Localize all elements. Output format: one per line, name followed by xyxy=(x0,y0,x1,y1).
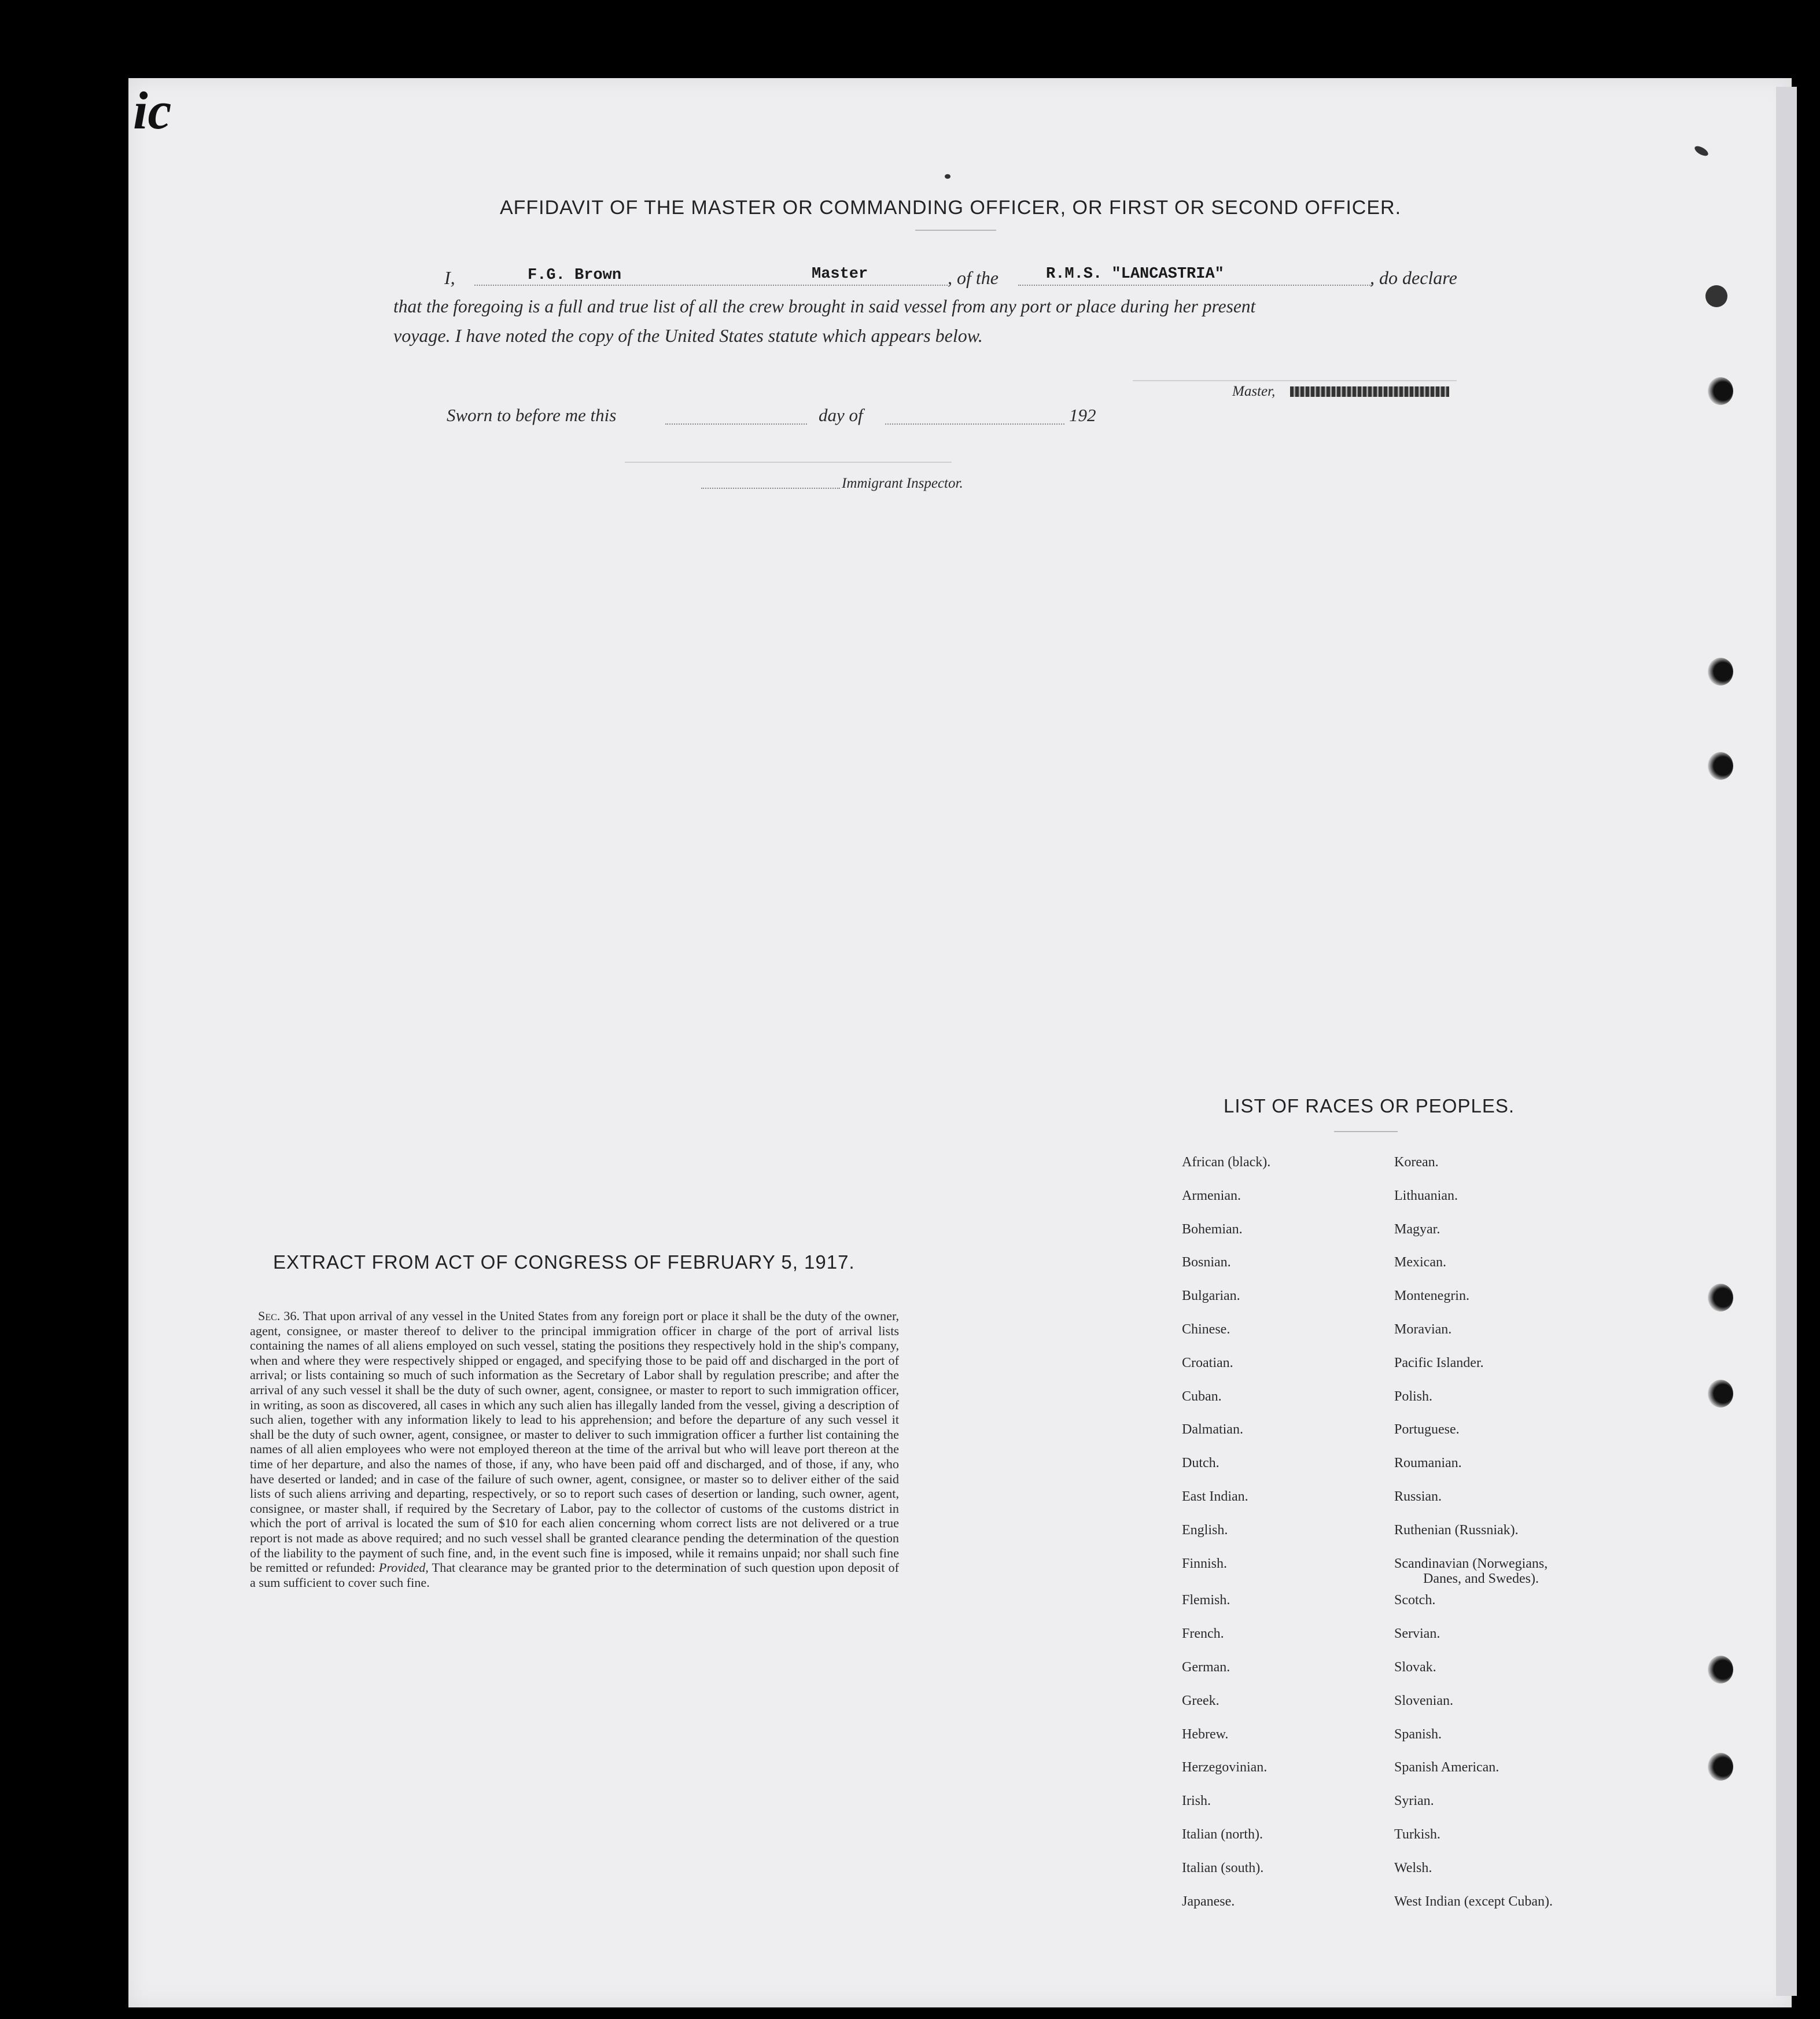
sworn-month-line xyxy=(885,423,1064,425)
title-rule xyxy=(915,230,996,231)
act-text-end: That clearance may be granted prior to the determination of such question upon deposit of a sum sufficient to cover such fine. xyxy=(250,1560,899,1590)
signature-rule xyxy=(1133,380,1457,381)
race-item: Hebrew. xyxy=(1182,1726,1229,1742)
race-item: Croatian. xyxy=(1182,1355,1233,1370)
binding-hole xyxy=(1708,1380,1733,1408)
race-item: East Indian. xyxy=(1182,1489,1248,1504)
race-item: Turkish. xyxy=(1394,1827,1440,1842)
affidavit-line-3: voyage. I have noted the copy of the United States statute which appears below. xyxy=(393,325,983,346)
ink-mark xyxy=(1705,285,1727,307)
race-item: Scotch. xyxy=(1394,1593,1436,1608)
race-item: Portuguese. xyxy=(1394,1422,1460,1438)
races-title-rule xyxy=(1334,1131,1398,1132)
race-item: German. xyxy=(1182,1660,1230,1675)
inspector-label: Immigrant Inspector. xyxy=(842,476,963,491)
master-label: Master, xyxy=(1232,384,1276,399)
race-item: Polish. xyxy=(1394,1388,1433,1404)
binding-hole xyxy=(1708,752,1733,780)
binding-hole xyxy=(1708,1656,1733,1683)
race-item: Irish. xyxy=(1182,1793,1211,1809)
race-item: Welsh. xyxy=(1394,1860,1432,1876)
inspector-signature-rule xyxy=(625,462,952,463)
race-item: Russian. xyxy=(1394,1489,1442,1504)
race-item: Scandinavian (Norwegians, xyxy=(1394,1556,1548,1571)
race-item: Greek. xyxy=(1182,1693,1220,1708)
name-line xyxy=(474,285,948,286)
race-item: Moravian. xyxy=(1394,1322,1452,1337)
act-title: EXTRACT FROM ACT OF CONGRESS OF FEBRUARY 5, 1917. xyxy=(273,1251,855,1273)
affidavit-title: AFFIDAVIT OF THE MASTER OR COMMANDING OFFICER, OR FIRST OR SECOND OFFICER. xyxy=(499,197,1402,219)
binding-hole xyxy=(1708,377,1733,405)
race-item: Pacific Islander. xyxy=(1394,1355,1484,1370)
race-item: Montenegrin. xyxy=(1394,1288,1469,1304)
do-declare-label: , do declare xyxy=(1370,267,1457,288)
race-item: Spanish. xyxy=(1394,1726,1442,1742)
race-item: African (black). xyxy=(1182,1155,1271,1170)
binding-hole xyxy=(1708,1753,1733,1781)
race-item: Bulgarian. xyxy=(1182,1288,1240,1304)
race-item: Danes, and Swedes). xyxy=(1423,1571,1539,1586)
race-item: Armenian. xyxy=(1182,1188,1241,1203)
race-item: Servian. xyxy=(1394,1626,1440,1642)
race-item: Slovenian. xyxy=(1394,1693,1453,1708)
handwritten-corner-mark: ic xyxy=(133,81,172,140)
rank-field: Master xyxy=(812,266,868,283)
sworn-day-line xyxy=(665,423,807,425)
act-text-main: That upon arrival of any vessel in the United States from any foreign port or place it shall be the duty of the owner, agent, consignee, or master thereof to deliver to the principal immigration officer in charge of the port of arrival lists containing the names of all aliens employed on such vessel, stating the positions they respectively hold in the ship's company, when and where they were respectively shipped or engaged, and specifying those to be paid off and discharged in the port of arrival; or lists containing so much of such information as the Secretary of Labor shall by regulation prescribe; and after the arrival of any such vessel it shall be the duty of such owner, agent, consignee, or master to report to such immigration officer, in writing, as soon as discovered, all cases in which any such alien has illegally landed from the vessel, giving a description of such alien, together with any information likely to lead to his apprehension; and before the departure of any such vessel it shall be the duty of such owner, agent, consignee, or master to deliver to such immigration officer a further list containing the names of all alien employees who were not employed thereon at the time of the arrival but who will leave port thereon at the time of her departure, and also the names of those, if any, who have been paid off and discharged, and of those, if any, who have deserted or landed; and in case of the failure of such owner, agent, consignee, or master so to deliver either of the said lists of such aliens arriving and departing, respectively, or so to report such cases of desertion or landing, such owner, agent, consignee, or master shall, if required by the Secretary of Labor, pay to the collector of customs of the customs district in which the port of arrival is located the sum of $10 for each alien concerning whom correct lists are not delivered or a true report is not made as above required; and no such vessel shall be granted clearance pending the determination of the question of the liability to the payment of such fine, and, in the event such fine is imposed, while it remains unpaid; nor shall such fine be remitted or refunded: xyxy=(250,1309,899,1575)
affidavit-line-2: that the foregoing is a full and true list of all the crew brought in said vessel from any port or place during her present xyxy=(393,296,1256,316)
race-item: Chinese. xyxy=(1182,1322,1230,1337)
race-item: Finnish. xyxy=(1182,1556,1228,1571)
race-item: Italian (north). xyxy=(1182,1827,1263,1842)
act-provided: Provided, xyxy=(378,1560,429,1575)
race-item: Ruthenian (Russniak). xyxy=(1394,1522,1519,1538)
struck-out-text xyxy=(1290,386,1449,397)
race-item: Spanish American. xyxy=(1394,1760,1500,1775)
act-text xyxy=(250,1309,899,1590)
race-item: Lithuanian. xyxy=(1394,1188,1458,1203)
affidavit-prefix: I, xyxy=(444,267,455,288)
document-page xyxy=(128,78,1792,2007)
race-item: Bohemian. xyxy=(1182,1221,1243,1237)
race-item: Cuban. xyxy=(1182,1388,1222,1404)
ink-mark xyxy=(945,174,950,179)
race-item: Magyar. xyxy=(1394,1221,1440,1237)
vessel-field: R.M.S. "LANCASTRIA" xyxy=(1046,266,1224,283)
race-item: Syrian. xyxy=(1394,1793,1434,1809)
race-item: Roumanian. xyxy=(1394,1456,1462,1471)
binding-hole xyxy=(1708,658,1733,686)
race-item: English. xyxy=(1182,1522,1228,1538)
race-item: Flemish. xyxy=(1182,1593,1230,1608)
vessel-line xyxy=(1018,285,1372,286)
race-item: Dutch. xyxy=(1182,1456,1220,1471)
day-of-label: day of xyxy=(819,405,863,425)
binding-hole xyxy=(1708,1284,1733,1311)
sworn-label: Sworn to before me this xyxy=(447,405,617,425)
race-item: Dalmatian. xyxy=(1182,1422,1243,1438)
year-prefix: 192 xyxy=(1069,405,1096,425)
race-item: Bosnian. xyxy=(1182,1255,1231,1270)
page-edge xyxy=(1776,87,1797,1996)
races-title: LIST OF RACES OR PEOPLES. xyxy=(1224,1095,1515,1117)
race-item: Mexican. xyxy=(1394,1255,1446,1270)
race-item: Slovak. xyxy=(1394,1660,1436,1675)
of-the-label: , of the xyxy=(948,267,999,288)
master-name-field: F.G. Brown xyxy=(528,267,622,284)
section-number: Sec. 36. xyxy=(258,1309,300,1323)
race-item: French. xyxy=(1182,1626,1224,1642)
race-item: Korean. xyxy=(1394,1155,1439,1170)
race-item: Japanese. xyxy=(1182,1893,1235,1909)
inspector-line xyxy=(701,488,840,489)
race-item: West Indian (except Cuban). xyxy=(1394,1893,1553,1909)
race-item: Herzegovinian. xyxy=(1182,1760,1268,1775)
race-item: Italian (south). xyxy=(1182,1860,1264,1876)
